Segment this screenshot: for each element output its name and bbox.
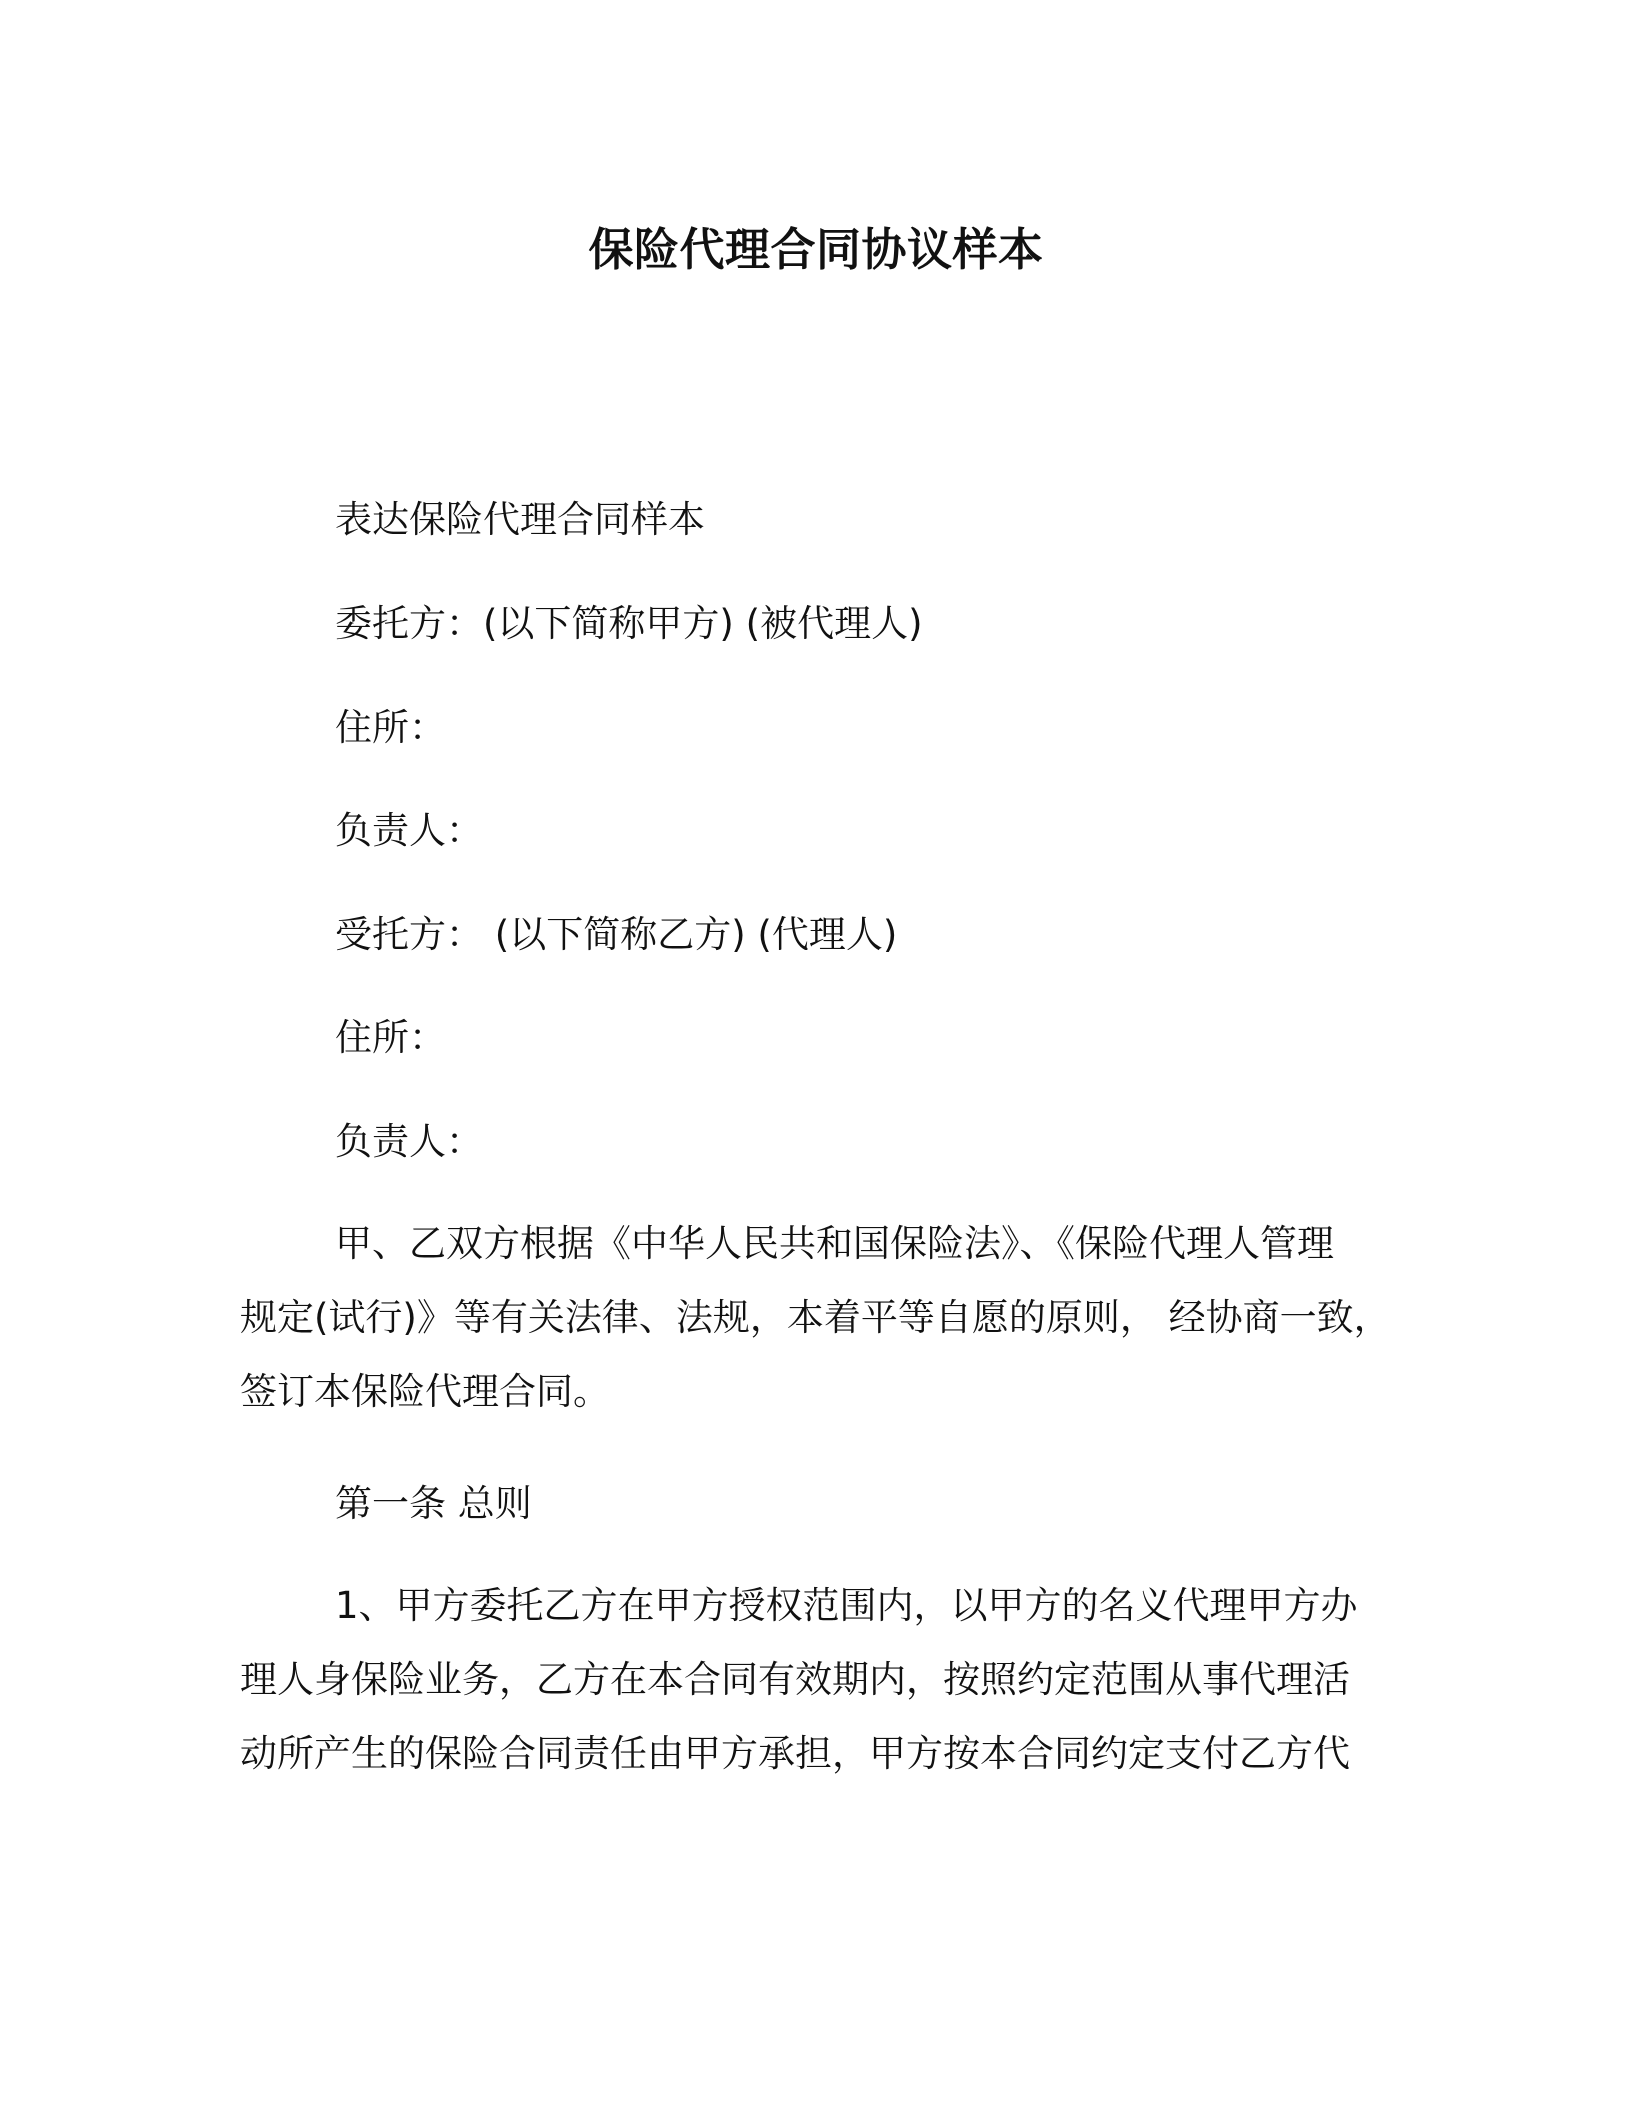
agent-representative-line: 负责人： xyxy=(335,1120,483,1163)
clause-1-line-3: 动所产生的保险合同责任由甲方承担，甲方按本合同约定支付乙方代 xyxy=(240,1732,1350,1775)
article-heading: 第一条 总则 xyxy=(335,1482,532,1525)
clause-1-line-2: 理人身保险业务，乙方在本合同有效期内，按照约定范围从事代理活 xyxy=(240,1658,1350,1701)
clause-1-paragraph xyxy=(240,1569,1380,1791)
principal-address-line: 住所： xyxy=(335,706,446,749)
preamble-line-1: 甲、乙双方根据《中华人民共和国保险法》、《保险代理人管理 xyxy=(335,1222,1334,1265)
preamble-line-3: 签订本保险代理合同。 xyxy=(240,1370,610,1413)
subtitle-line: 表达保险代理合同样本 xyxy=(335,498,705,541)
principal-line: 委托方：(以下简称甲方) (被代理人) xyxy=(335,602,923,645)
agent-address-line: 住所： xyxy=(335,1016,446,1059)
preamble-paragraph xyxy=(240,1207,1391,1429)
preamble-line-2: 规定(试行)》等有关法律、法规，本着平等自愿的原则， 经协商一致， xyxy=(240,1296,1391,1339)
clause-1-line-1: 1、甲方委托乙方在甲方授权范围内，以甲方的名义代理甲方办 xyxy=(335,1584,1358,1627)
document-title: 保险代理合同协议样本 xyxy=(588,223,1044,276)
agent-line: 受托方： (以下简称乙方) (代理人) xyxy=(335,913,898,956)
principal-representative-line: 负责人： xyxy=(335,809,483,852)
